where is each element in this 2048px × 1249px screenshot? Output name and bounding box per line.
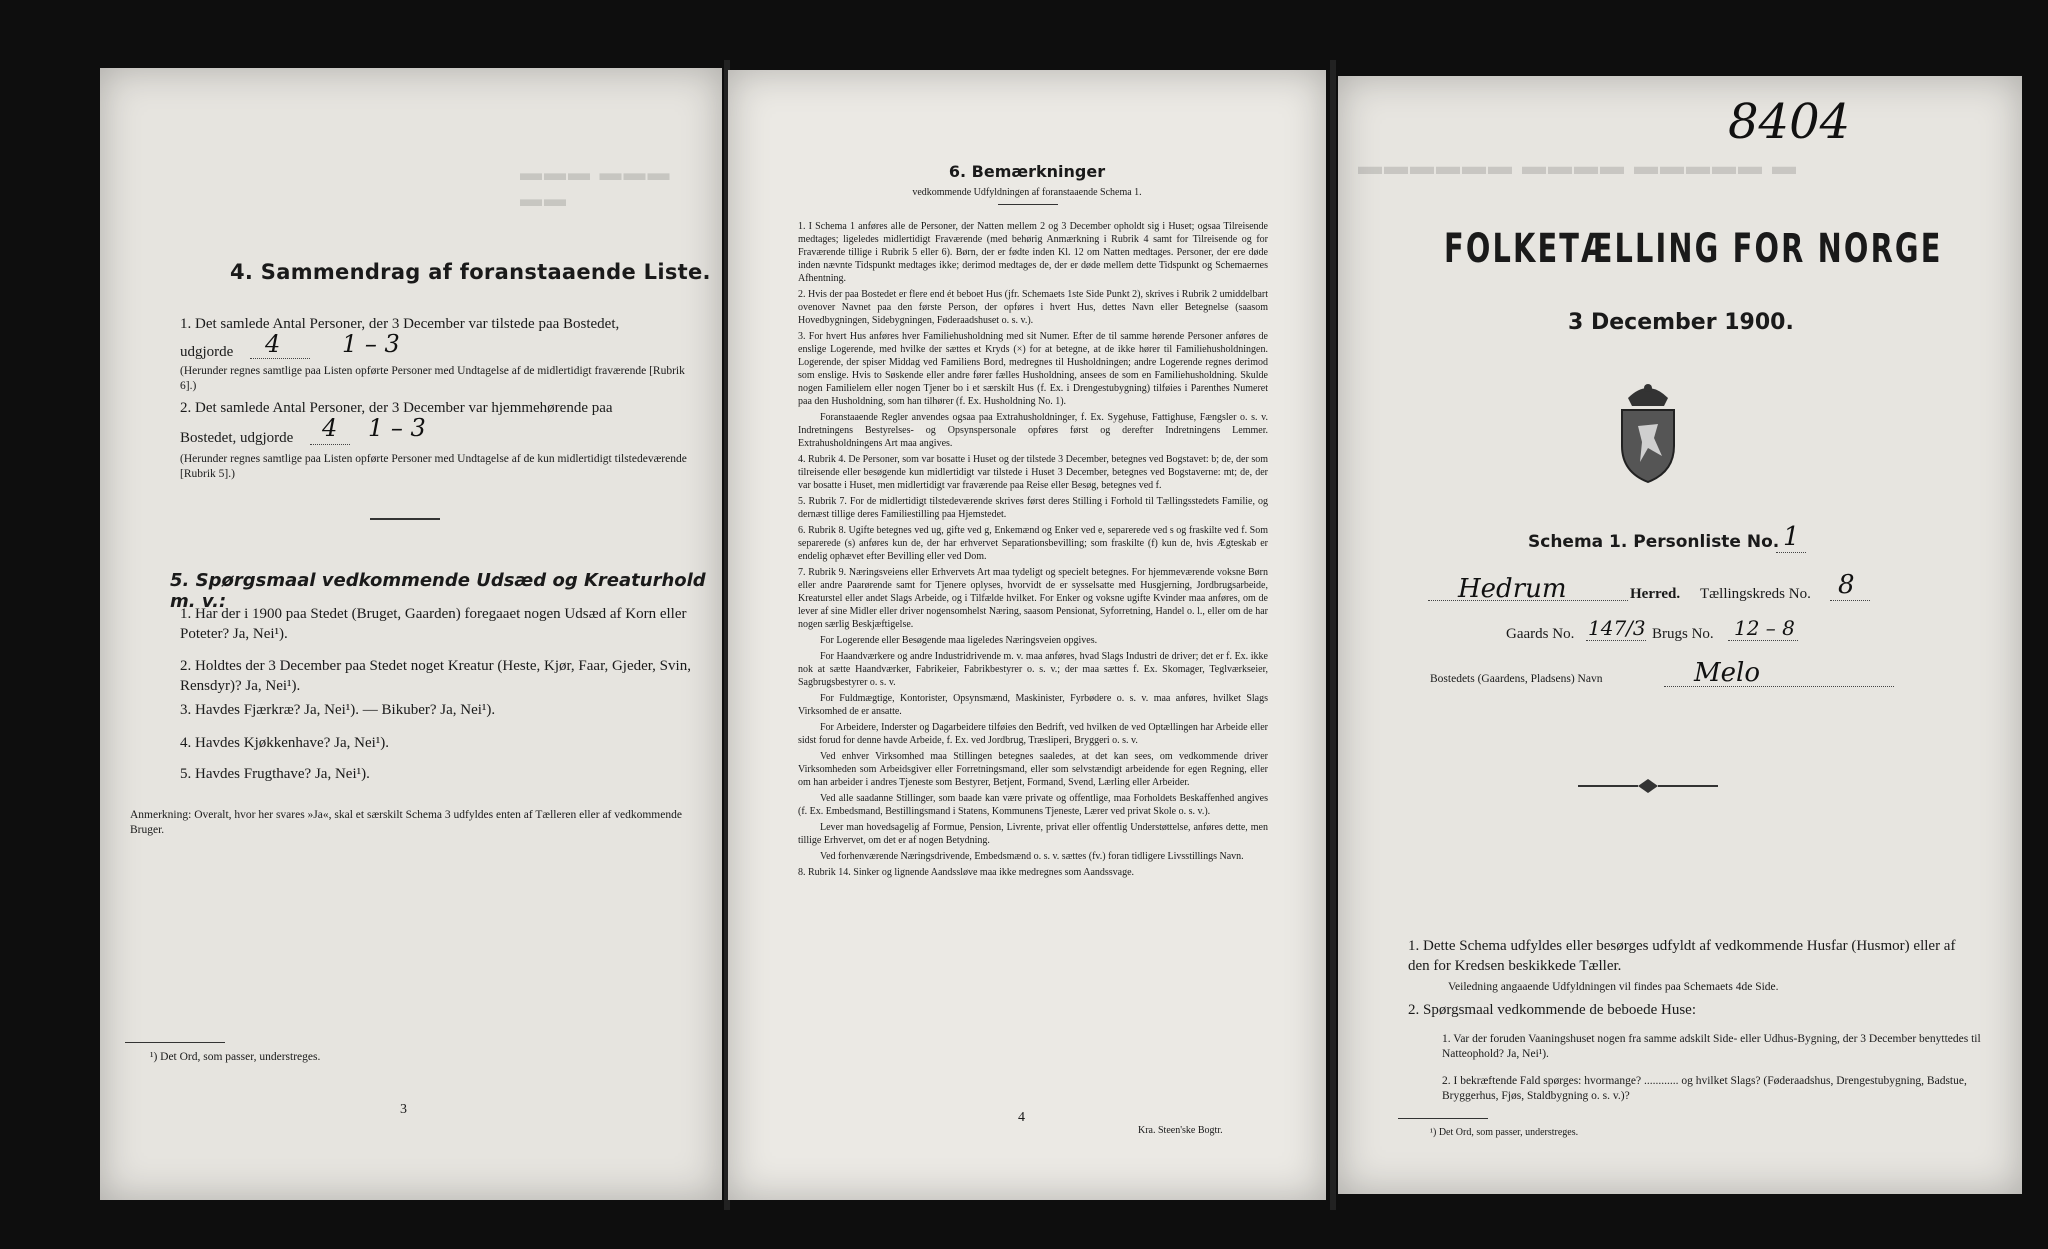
bosted-value: Melo [1694, 658, 1760, 688]
q2-extra: 1 – 3 [368, 414, 426, 442]
remark-item: For Haandværkere og andre Industridrivende m. v. maa anføres, hvad Slags Industri de driver; det er f. Ex. ikke nok at sætte Haandværker, Fabrikeier, Fabrikbestyrer o. s. v.; der maa sættes f. Ex. Skomager, Teglværkseier, Sagbrugsbestyrer o. s. v. [798, 651, 1268, 688]
schema-label: Schema 1. Personliste No. [1528, 532, 1780, 552]
remark-item: Ved alle saadanne Stillinger, som baade kan være private og offentlige, maa Forholdets Beskaffenhed angives (f. Ex. Embedsmand, Bestillingsmand i Statens, Kommunens Tjeneste, Lærer ved privat Skole o. s. v.). [798, 793, 1268, 817]
gaards-value: 147/3 [1588, 616, 1646, 640]
q1-extra: 1 – 3 [342, 330, 400, 358]
remark-item: Ved enhver Virksomhed maa Stillingen betegnes saaledes, at det kan sees, om vedkommende driver Virksomheden som Arbeidsgiver eller Forretningsmand, eller som selvstændigt arbeidende for egen Regning, eller om han arbeider i andres Tjeneste som Bestyrer, Betjent, Formand, Svend, Lærling eller Arbeider. [798, 751, 1268, 788]
s5-q4: 4. Havdes Kjøkkenhave? Ja, Nei¹). [180, 735, 390, 751]
page-fold-right [1330, 60, 1336, 1210]
herred-label: Herred. [1630, 586, 1681, 602]
main-title: FOLKETÆLLING FOR NORGE [1444, 226, 1943, 272]
brugs-label: Brugs No. [1652, 626, 1714, 642]
remarks-list [798, 220, 1268, 882]
page-left [100, 68, 722, 1200]
q1-value: 4 [265, 330, 281, 358]
ornament-divider [1578, 776, 1718, 796]
s5-q1: 1. Har der i 1900 paa Stedet (Bruget, Gaarden) foregaaet nogen Udsæd af Korn eller Poteter? Ja, Nei¹). [180, 606, 687, 642]
remark-item: 8. Rubrik 14. Sinker og lignende Aandssløve maa ikke medregnes som Aandssvage. [798, 867, 1135, 878]
remarks-subtitle: vedkommende Udfyldningen af foranstaaende Schema 1. [912, 187, 1142, 198]
bosted-label: Bostedets (Gaardens, Pladsens) Navn [1430, 673, 1603, 685]
schema-number: 1 [1783, 522, 1800, 552]
census-date: 3 December 1900. [1568, 310, 1794, 335]
remark-item: 3. For hvert Hus anføres hver Familiehusholdning med sit Numer. Efter de til samme hørende Personer anføres de enslige Logerende, med hvilke der sættes et Kryds (×) for at betegne, at de ikke hører til Familiehusholdningen. Logerende, der spiser Middag ved Familiens Bord, medregnes til Husholdningen; andre Logerende regnes derimod som enslige. Hvis to Søskende eller andre fører fælles Husholdning, ansees de som en Familiehusholdning. Skulde nogen Familielem eller nogen Tjener bo i et særskilt Hus (f. Ex. i Drengestubygning) tilføies i Parenthes Numeret paa den Husholdning, som han tilhører (f. Ex. Husholdning No. 1). [798, 331, 1268, 407]
remark-item: 7. Rubrik 9. Næringsveiens eller Erhvervets Art maa tydeligt og specielt betegnes. For hjemmeværende voksne Børn eller andre Paarørende samt for Tjenere oplyses, hvorvidt de er sysselsatte med Husgjerning, Jordbrugsarbeide, Kreaturstel eller andet Slags Arbeide, og i Tilfælde hvilket. For Enker og voksne ugifte Kvinder maa anføres, om de lever af sine Midler eller driver nogensomhelst Næring, saasom Pensionat, Syforretning, Handel o. l., eller om de har nogen særlig Beskjæftigelse. [798, 567, 1268, 630]
instruction-2-q2: 2. I bekræftende Fald spørges: hvormange? ............ og hvilket Slags? (Føderaadshus, Drengestubygning, Badstue, Bryggerhus, Fjøs, Staldbygning o. s. v.)? [1442, 1075, 1967, 1102]
remark-item: 4. Rubrik 4. De Personer, som var bosatte i Huset og der tilstede 3 December, betegnes ved Bogstavet: b; de, der som tilreisende eller besøgende kun midlertidigt var tilstede i Huset 3 December, betegnes ved Bogstaverne: mt; de, der var bosatte i Huset, men midlertidigt var fraværende paa Reise eller Besøg, betegnes ved f. [798, 454, 1268, 491]
s5-q5: 5. Havdes Frugthave? Ja, Nei¹). [180, 766, 370, 782]
krets-label: Tællingskreds No. [1700, 586, 1811, 602]
remark-item: Ved forhenværende Næringsdrivende, Embedsmænd o. s. v. sættes (fv.) foran tidligere Livsstillings Navn. [820, 851, 1244, 862]
q2-note: (Herunder regnes samtlige paa Listen opførte Personer med Undtagelse af de kun midlertidigt tilstedeværende [Rubrik 5].) [180, 453, 687, 480]
brugs-value: 12 – 8 [1734, 616, 1795, 640]
herred-value: Hedrum [1458, 574, 1567, 604]
coat-of-arms-icon [1608, 376, 1688, 486]
archive-number: 8404 [1728, 94, 1851, 150]
remark-item: 2. Hvis der paa Bostedet er flere end ét beboet Hus (jfr. Schemaets 1ste Side Punkt 2), skrives i Rubrik 2 umiddelbart ovenover Navnet paa den første Person, der opføres i hvert Hus, dettes Navn eller Betegnelse (saasom Hovedbygningen, Sidebygningen, Føderaadshuset o. s. v.). [798, 289, 1268, 326]
page-middle [728, 70, 1326, 1200]
gaards-label: Gaards No. [1506, 626, 1575, 642]
q2-value: 4 [322, 414, 338, 442]
remark-item: 1. I Schema 1 anføres alle de Personer, der Natten mellem 2 og 3 December opholdt sig i Huset; ogsaa Tilreisende medtages; ligeledes midlertidigt Fraværende (med behørig Anmærkning i Rubrik 4 samt for Tilreisende og for Fraværende tillige i Rubrik 5 eller 6). Børn, der er fødte inden Kl. 12 om Natten medtages. Personer, der ere døde inden nævnte Tidspunkt medtages ikke; derimod medtages de, der er døde mellem dette Tidspunkt og Schemaernes Afhentning. [798, 221, 1268, 284]
footnote: ¹) Det Ord, som passer, understreges. [150, 1051, 321, 1063]
remark-item: For Logerende eller Besøgende maa ligeledes Næringsveien opgives. [820, 635, 1098, 646]
instruction-1: 1. Dette Schema udfyldes eller besørges udfyldt af vedkommende Husfar (Husmor) eller af den for Kredsen beskikkede Tæller. [1408, 938, 1956, 974]
q1-udgjorde-label: udgjorde [180, 344, 234, 360]
section-4-title: 4. Sammendrag af foranstaaende Liste. [230, 260, 711, 284]
divider [370, 518, 440, 520]
s5-q3: 3. Havdes Fjærkræ? Ja, Nei¹). — Bikuber? Ja, Nei¹). [180, 702, 496, 718]
remark-item: For Arbeidere, Inderster og Dagarbeidere tilføies den Bedrift, ved hvilken de ved Optællingen har Arbeide eller sidst forud for denne havde Arbeide, f. Ex. ved Jordbrug, Træsliperi, Bryggeri o. s. v. [798, 722, 1268, 746]
q1-text: 1. Det samlede Antal Personer, der 3 December var tilstede paa Bostedet, [180, 316, 620, 332]
remark-item: 6. Rubrik 8. Ugifte betegnes ved ug, gifte ved g, Enkemænd og Enker ved e, separerede ved s og fraskilte ved f. Som separerede (s) anføres kun de, der har erhvervet Separationsbevilling; som fraskilte (f) kun de, hvis Ægteskab er endelig ophævet efter Bevilling eller ved Dom. [798, 525, 1268, 562]
remark-item: Foranstaaende Regler anvendes ogsaa paa Extrahusholdninger, f. Ex. Sygehuse, Fattighuse, Fængsler o. s. v. Indretningens Bestyrelses- og Opsynspersonale opføres først og derefter Indretningens Lemmer. Extrahusholdningens Art maa angives. [798, 412, 1268, 449]
printer-imprint: Kra. Steen'ske Bogtr. [1138, 1125, 1223, 1136]
remark-item: For Fuldmægtige, Kontorister, Opsynsmænd, Maskinister, Fyrbødere o. s. v. maa anføres, hvilket Slags Virksomhed de er ansatte. [798, 693, 1268, 717]
q2-bosted-label: Bostedet, udgjorde [180, 430, 294, 446]
bleed-through-text: ▬▬▬ ▬▬▬ ▬▬ [520, 160, 672, 211]
section-5-title: 5. Spørgsmaal vedkommende Udsæd og Kreaturhold m. v.: [170, 570, 706, 612]
remarks-title: 6. Bemærkninger [948, 162, 1106, 181]
footnote: ¹) Det Ord, som passer, understreges. [1430, 1127, 1579, 1138]
instruction-2: 2. Spørgsmaal vedkommende de beboede Huse: [1408, 1002, 1696, 1018]
page-right [1338, 76, 2022, 1194]
s5-q2: 2. Holdtes der 3 December paa Stedet noget Kreatur (Heste, Kjør, Faar, Gjeder, Svin, Rensdyr)? Ja, Nei¹). [180, 658, 691, 694]
instruction-1-note: Veiledning angaaende Udfyldningen vil findes paa Schemaets 4de Side. [1448, 981, 1779, 993]
remark-item: Lever man hovedsagelig af Formue, Pension, Livrente, privat eller offentlig Understøttelse, anføres dette, men tillige Erhvervet, om det er af nogen Betydning. [798, 822, 1268, 846]
page-number: 3 [400, 1102, 407, 1117]
bleed-through-text: ▬▬▬▬▬▬ ▬▬▬▬ ▬▬▬▬▬ ▬ [1358, 154, 1798, 180]
instruction-2-q1: 1. Var der foruden Vaaningshuset nogen fra samme adskilt Side- eller Udhus-Bygning, der 3 December benyttedes til Natteophold? Ja, Nei¹). [1442, 1033, 1981, 1060]
q2-text: 2. Det samlede Antal Personer, der 3 December var hjemmehørende paa [180, 400, 613, 416]
q1-note: (Herunder regnes samtlige paa Listen opførte Personer med Undtagelse af de midlertidigt fraværende [Rubrik 6].) [180, 365, 685, 392]
remark-item: 5. Rubrik 7. For de midlertidigt tilstedeværende skrives først deres Stilling i Forhold til Tællingsstedets Familie, og dernæst tillige deres Familiestilling paa Hjemstedet. [798, 496, 1268, 520]
page-number: 4 [1018, 1110, 1025, 1125]
krets-value: 8 [1838, 570, 1855, 600]
anmerkning: Anmerkning: Overalt, hvor her svares »Ja«, skal et særskilt Schema 3 udfyldes enten af Tælleren eller af vedkommende Bruger. [130, 809, 682, 836]
